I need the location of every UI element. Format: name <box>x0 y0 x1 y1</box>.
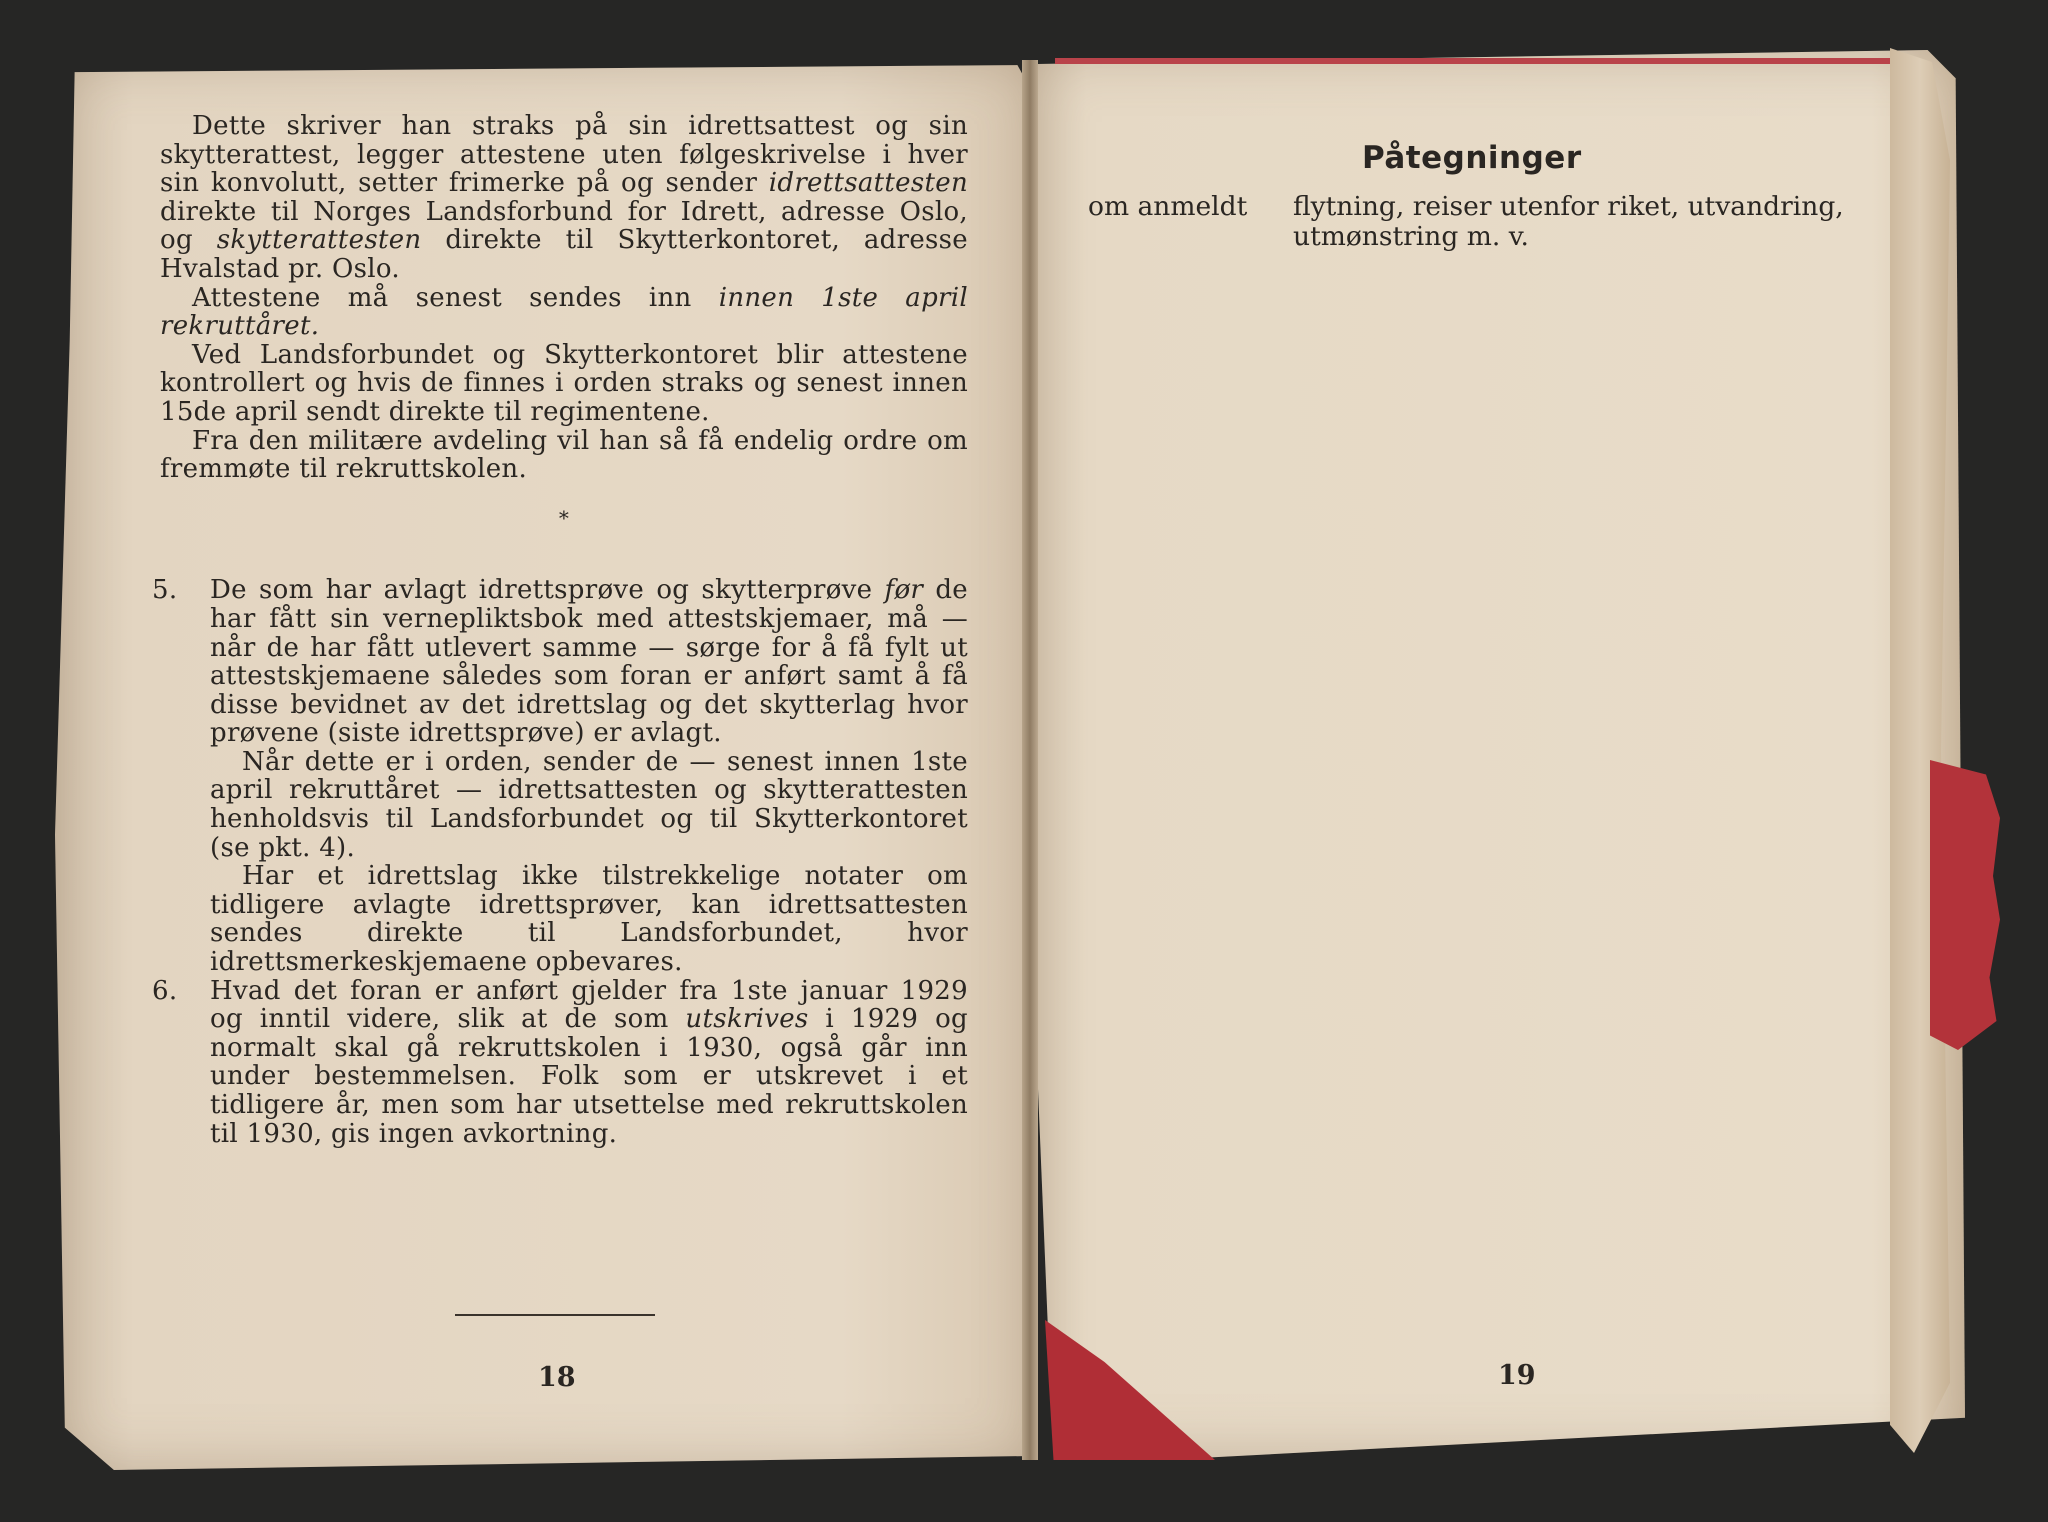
page-stack-edge <box>1890 48 1950 1453</box>
section-separator: * <box>558 505 570 530</box>
red-cover-tab <box>1930 760 2000 1050</box>
item-5-paragraph-3: Har et idrettslag ikke tilstrekkelige notater om tidligere avlagte idrettsprøver, kan idrettsattesten sendes direkte til Landsforbundet, hvor idrettsmerkeskjemaene opbevares. <box>210 861 968 978</box>
item-number: 5. <box>152 575 178 606</box>
page-number-right: 19 <box>1498 1360 1536 1391</box>
subtitle-rest: flytning, reiser utenfor riket, utvandring, utmønstring m. v. <box>1293 191 1844 252</box>
right-page <box>1030 50 1965 1460</box>
item-6-paragraph-1: Hvad det foran er anført gjelder fra 1ste januar 1929 og inntil videre, slik at de som utskrives i 1929 og normalt skal gå rekruttskolen i 1930, også går inn under bestemmelsen. Folk som er utskrevet i et tidligere år, men som har utsettelse med rekruttskolen til 1930, gis ingen avkortning. <box>210 975 968 1149</box>
left-page-text <box>152 111 968 1149</box>
book-spine <box>1022 60 1038 1460</box>
item-number: 6. <box>152 975 178 1006</box>
paragraph-3: Ved Landsforbundet og Skytterkontoret blir attestene kontrollert og hvis de finnes i orden straks og senest innen 15de april sendt direkte til regimentene. <box>160 339 968 427</box>
closing-rule <box>455 1314 655 1316</box>
item-5-paragraph-1: De som har avlagt idrettsprøve og skytterprøve før de har fått sin vernepliktsbok med attestskjemaer, må — når de har fått utlevert samme — sørge for å få fylt ut attestskjemaene således som foran er anført samt å få disse bevidnet av det idrettslag og det skytterlag hvor prøvene (siste idrettsprøve) er avlagt. <box>210 575 968 749</box>
page-subtitle <box>1088 192 1886 252</box>
paragraph-2: Attestene må senest sendes inn innen 1ste april rekruttåret. <box>160 282 968 342</box>
page-number-left: 18 <box>538 1362 576 1393</box>
item-5 <box>152 575 968 978</box>
page-title: Påtegninger <box>1362 140 1582 176</box>
paragraph-1: Dette skriver han straks på sin idrettsattest og sin skytterattest, legger attestene uten følgeskrivelse i hver sin konvolutt, setter frimerke på og sender idrettsattesten direkte til Norges Landsforbund for Idrett, adresse Oslo, og skytterattesten direkte til Skytterkontoret, adresse Hvalstad pr. Oslo. <box>160 111 968 284</box>
subtitle-lead: om anmeldt <box>1088 191 1248 222</box>
item-6 <box>152 975 968 1149</box>
item-5-paragraph-2: Når dette er i orden, sender de — senest innen 1ste april rekruttåret — idrettsattesten og skytterattesten henholdsvis til Landsforbundet og til Skytterkontoret (se pkt. 4). <box>210 746 968 863</box>
paragraph-4: Fra den militære avdeling vil han så få endelig ordre om fremmøte til rekruttskolen. <box>160 425 968 485</box>
red-cover-edge-top <box>1055 58 1895 64</box>
